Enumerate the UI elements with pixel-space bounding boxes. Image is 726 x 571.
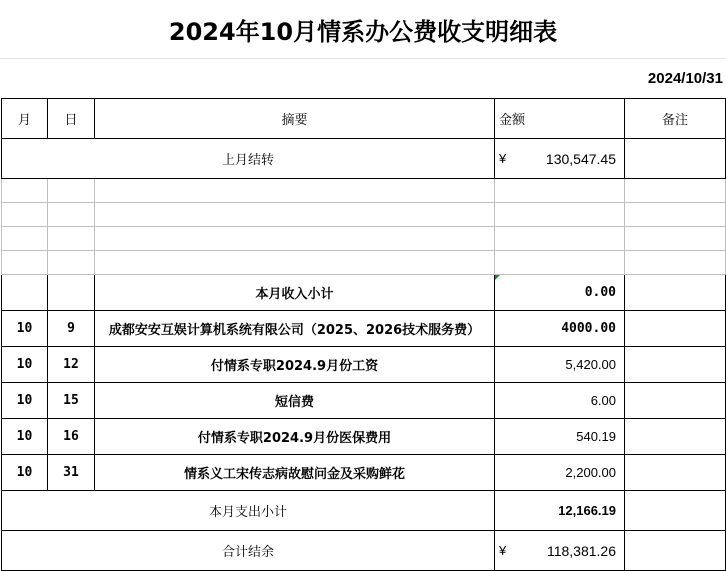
header-amount[interactable]: 金额 — [495, 99, 625, 139]
empty-cell[interactable] — [625, 179, 726, 203]
row-month[interactable]: 10 — [2, 455, 48, 491]
row-amount[interactable]: 6.00 — [495, 383, 625, 419]
currency-symbol: ¥ — [499, 151, 507, 166]
row-month[interactable]: 10 — [2, 347, 48, 383]
row-day[interactable]: 15 — [48, 383, 95, 419]
carry-over-note[interactable] — [625, 139, 726, 179]
row-month[interactable]: 10 — [2, 419, 48, 455]
income-subtotal-row — [2, 275, 726, 311]
table-row — [2, 419, 726, 455]
expense-subtotal-label[interactable]: 本月支出小计 — [2, 491, 495, 531]
carry-over-label[interactable]: 上月结转 — [2, 139, 495, 179]
total-amount-cell[interactable] — [495, 531, 625, 571]
row-summary[interactable]: 成都安安互娱计算机系统有限公司（2025、2026技术服务费） — [95, 311, 495, 347]
row-month[interactable]: 10 — [2, 383, 48, 419]
empty-cell[interactable] — [495, 179, 625, 203]
empty-cell[interactable] — [48, 227, 95, 251]
empty-cell[interactable] — [625, 251, 726, 275]
empty-cell[interactable] — [95, 251, 495, 275]
empty-cell[interactable] — [95, 179, 495, 203]
row-amount[interactable]: 540.19 — [495, 419, 625, 455]
row-day[interactable]: 31 — [48, 455, 95, 491]
total-row — [2, 531, 726, 571]
empty-cell[interactable] — [2, 227, 48, 251]
empty-cell[interactable] — [48, 275, 95, 311]
row-summary[interactable]: 短信费 — [95, 383, 495, 419]
empty-row — [2, 179, 726, 203]
expense-subtotal-note[interactable] — [625, 491, 726, 531]
header-day[interactable]: 日 — [48, 99, 95, 139]
income-subtotal-label[interactable]: 本月收入小计 — [95, 275, 495, 311]
row-summary[interactable]: 情系义工宋传志病故慰问金及采购鲜花 — [95, 455, 495, 491]
empty-cell[interactable] — [2, 203, 48, 227]
row-amount[interactable]: 2,200.00 — [495, 455, 625, 491]
header-month[interactable]: 月 — [2, 99, 48, 139]
sheet-title: 2024年10月情系办公费收支明细表 — [0, 0, 726, 59]
carry-over-amount: 130,547.45 — [545, 150, 616, 167]
empty-cell[interactable] — [95, 227, 495, 251]
row-summary[interactable]: 付情系专职2024.9月份工资 — [95, 347, 495, 383]
header-note[interactable]: 备注 — [625, 99, 726, 139]
income-subtotal-amount[interactable] — [495, 275, 625, 311]
carry-over-row — [2, 139, 726, 179]
total-amount: 118,381.26 — [546, 542, 616, 559]
empty-cell[interactable] — [48, 203, 95, 227]
row-note[interactable] — [625, 383, 726, 419]
income-subtotal-value: 0.00 — [584, 285, 616, 300]
expense-subtotal-row — [2, 491, 726, 531]
empty-row — [2, 251, 726, 275]
empty-cell[interactable] — [2, 251, 48, 275]
empty-cell[interactable] — [495, 251, 625, 275]
header-row — [2, 99, 726, 139]
empty-cell[interactable] — [495, 203, 625, 227]
total-note[interactable] — [625, 531, 726, 571]
empty-cell[interactable] — [625, 227, 726, 251]
empty-cell[interactable] — [495, 227, 625, 251]
ledger-table — [1, 98, 726, 571]
row-summary[interactable]: 付情系专职2024.9月份医保费用 — [95, 419, 495, 455]
row-month[interactable]: 10 — [2, 311, 48, 347]
empty-cell[interactable] — [48, 251, 95, 275]
empty-cell[interactable] — [2, 179, 48, 203]
row-amount[interactable]: 5,420.00 — [495, 347, 625, 383]
currency-symbol: ¥ — [499, 543, 507, 558]
row-day[interactable]: 12 — [48, 347, 95, 383]
row-day[interactable]: 16 — [48, 419, 95, 455]
table-row — [2, 347, 726, 383]
row-amount[interactable]: 4000.00 — [495, 311, 625, 347]
empty-cell[interactable] — [95, 203, 495, 227]
empty-cell[interactable] — [2, 275, 48, 311]
row-note[interactable] — [625, 419, 726, 455]
empty-row — [2, 227, 726, 251]
row-day[interactable]: 9 — [48, 311, 95, 347]
header-summary[interactable]: 摘要 — [95, 99, 495, 139]
empty-cell[interactable] — [625, 203, 726, 227]
table-row — [2, 383, 726, 419]
row-note[interactable] — [625, 455, 726, 491]
table-row — [2, 311, 726, 347]
cell-comment-marker — [495, 275, 500, 280]
row-note[interactable] — [625, 347, 726, 383]
empty-row — [2, 203, 726, 227]
row-note[interactable] — [625, 311, 726, 347]
income-subtotal-note[interactable] — [625, 275, 726, 311]
empty-cell[interactable] — [48, 179, 95, 203]
carry-over-amount-cell[interactable] — [495, 139, 625, 179]
table-row — [2, 455, 726, 491]
expense-subtotal-amount[interactable]: 12,166.19 — [495, 491, 625, 531]
sheet-date: 2024/10/31 — [647, 69, 723, 87]
total-label[interactable]: 合计结余 — [2, 531, 495, 571]
